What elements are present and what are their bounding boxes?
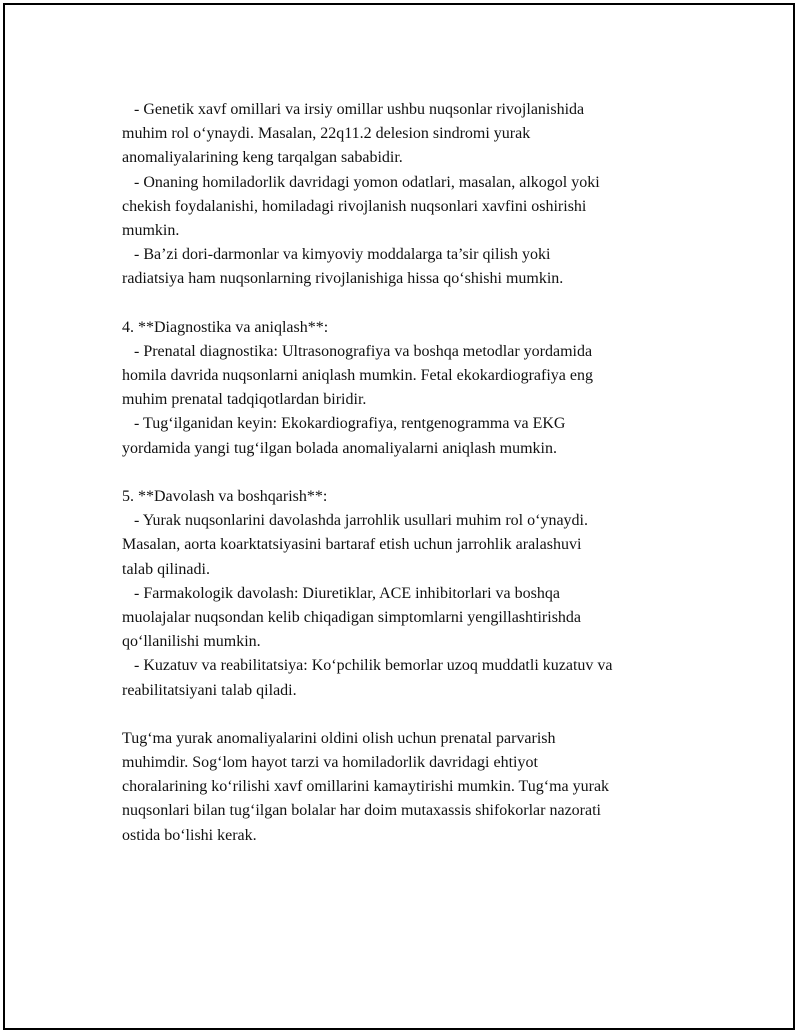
text-line: - Farmakologik davolash: Diuretiklar, ACE inhibitorlari va boshqa [122, 584, 560, 602]
text-line: - Yurak nuqsonlarini davolashda jarrohlik usullari muhim rol o‘ynaydi. [122, 512, 588, 530]
text-line: mumkin. [122, 221, 180, 239]
paragraph-spacer [122, 703, 682, 727]
paragraph-spacer [122, 292, 682, 316]
text-line: chekish foydalanishi, homiladagi rivojlanish nuqsonlari xavfini oshirishi [122, 197, 587, 215]
text-line: yordamida yangi tug‘ilgan bolada anomaliyalarni aniqlash mumkin. [122, 439, 557, 457]
text-line: homila davrida nuqsonlarni aniqlash mumkin. Fetal ekokardiografiya eng [122, 367, 593, 385]
text-line: muhim rol o‘ynaydi. Masalan, 22q11.2 delesion sindromi yurak [122, 125, 531, 143]
text-line: - Kuzatuv va reabilitatsiya: Ko‘pchilik bemorlar uzoq muddatli kuzatuv va [122, 657, 613, 675]
paragraph-spacer [122, 461, 682, 485]
document-body [122, 98, 682, 848]
text-line: - Tug‘ilganidan keyin: Ekokardiografiya, rentgenogramma va EKG [122, 415, 566, 433]
text-line: 5. **Davolash va boshqarish**: [122, 488, 328, 505]
text-line: anomaliyalarining keng tarqalgan sababidir. [122, 149, 403, 167]
text-line: - Prenatal diagnostika: Ultrasonografiya va boshqa metodlar yordamida [122, 342, 593, 360]
text-line: qo‘llanilishi mumkin. [122, 633, 261, 651]
text-line: - Ba’zi dori-darmonlar va kimyoviy moddalarga ta’sir qilish yoki [122, 246, 551, 264]
text-line: muolajalar nuqsondan kelib chiqadigan simptomlarni yengillashtirishda [122, 608, 582, 626]
text-line: - Genetik xavf omillari va irsiy omillar ushbu nuqsonlar rivojlanishida [122, 101, 585, 118]
text-line: 4. **Diagnostika va aniqlash**: [122, 318, 329, 336]
text-line: muhim prenatal tadqiqotlardan biridir. [122, 391, 367, 409]
text-line: reabilitatsiyani talab qiladi. [122, 681, 297, 699]
text-line: radiatsiya ham nuqsonlarning rivojlanishiga hissa qo‘shishi mumkin. [122, 270, 564, 288]
text-line: muhimdir. Sog‘lom hayot tarzi va homiladorlik davridagi ehtiyot [122, 754, 538, 772]
text-line: Tug‘ma yurak anomaliyalarini oldini olish uchun prenatal parvarish [122, 729, 556, 747]
text-line: talab qilinadi. [122, 560, 210, 578]
text-line: nuqsonlari bilan tug‘ilgan bolalar har doim mutaxassis shifokorlar nazorati [122, 802, 601, 820]
text-line: ostida bo‘lishi kerak. [122, 826, 257, 844]
text-line: - Onaning homiladorlik davridagi yomon odatlari, masalan, alkogol yoki [122, 173, 600, 191]
text-line: Masalan, aorta koarktatsiyasini bartaraf etish uchun jarrohlik aralashuvi [122, 536, 582, 554]
text-line: choralarining ko‘rilishi xavf omillarini kamaytirishi mumkin. Tug‘ma yurak [122, 778, 610, 796]
page-frame [3, 3, 795, 1030]
